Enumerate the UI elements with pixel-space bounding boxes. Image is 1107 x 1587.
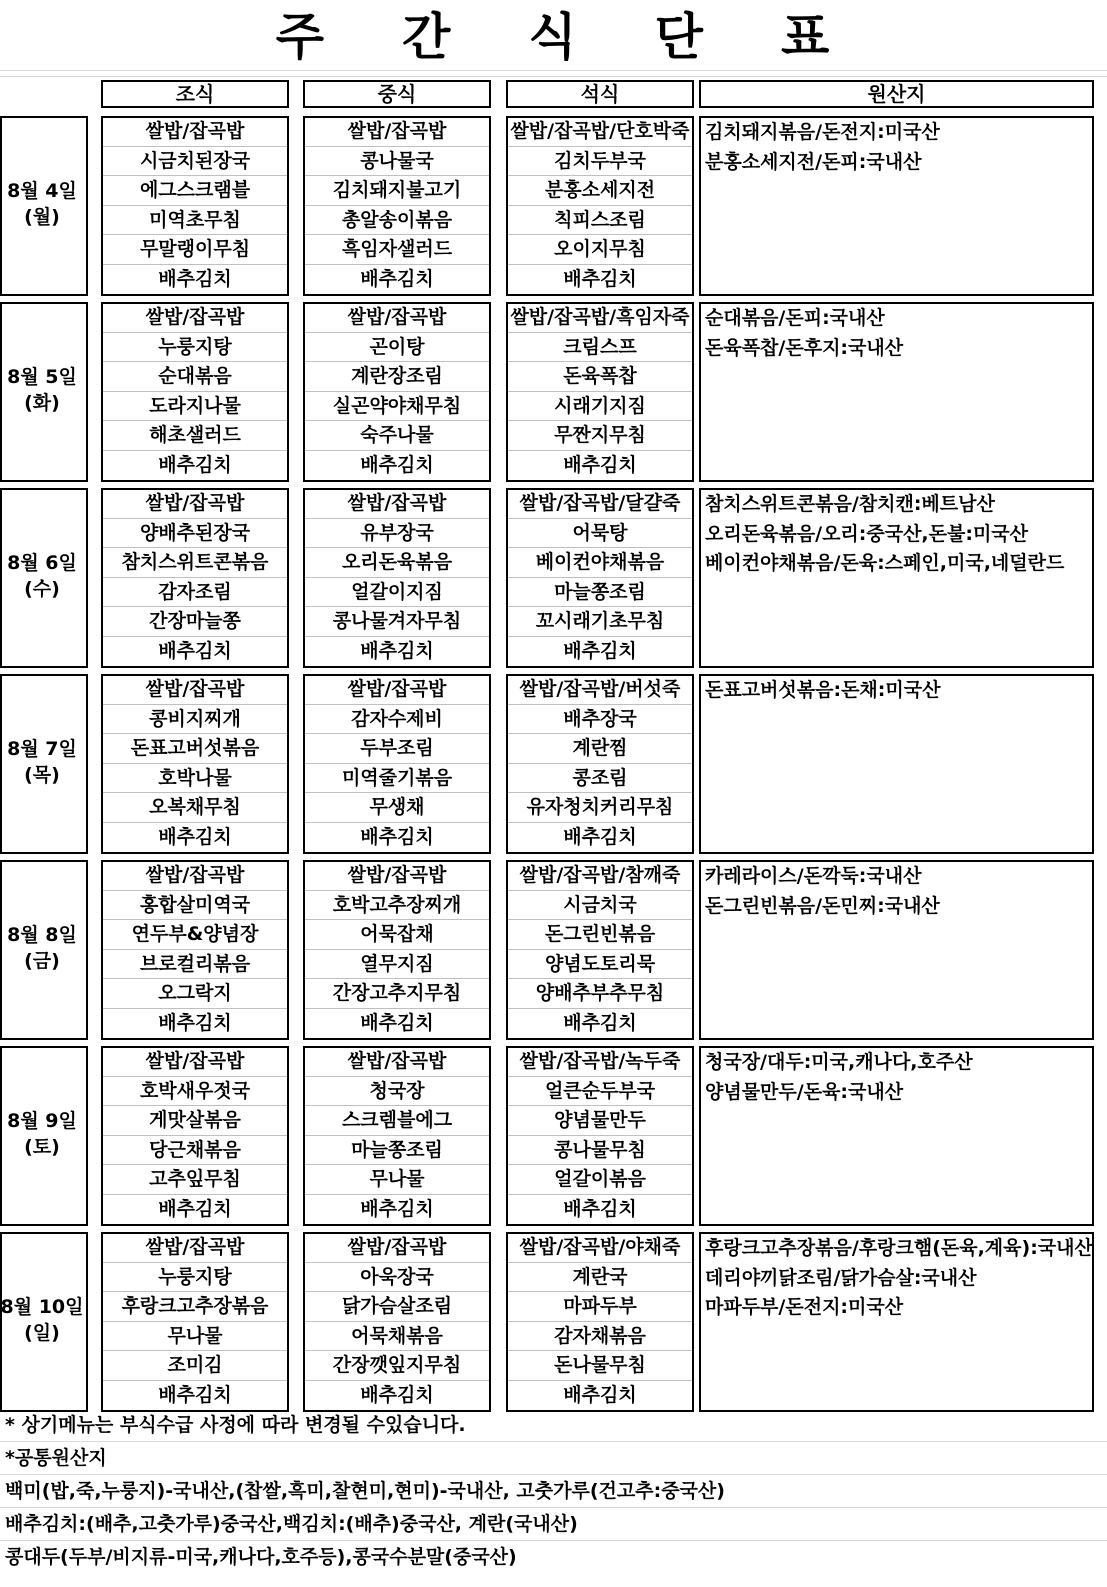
dinner-menu-item: 마늘쫑조림 [508,578,692,608]
lunch-menu-item: 흑임자샐러드 [305,235,489,265]
dinner-menu-item: 계란찜 [508,734,692,764]
dinner-menu-item: 김치두부국 [508,147,692,177]
breakfast-menu-item: 배추김치 [158,640,232,662]
dinner-menu-item: 쌀밥/잡곡밥/참깨죽 [508,861,692,891]
breakfast-menu-item: 쌀밥/잡곡밥 [103,861,287,891]
origin-entry: 양념물만두/돈육:국내산 [705,1080,904,1103]
breakfast-menu-item: 누룽지탕 [103,333,287,363]
lunch-menu-item: 감자수제비 [305,705,489,735]
day-date: 8월 4일 [7,180,77,202]
dinner-menu-item: 배추김치 [563,826,637,848]
lunch-menu-item: 두부조림 [305,734,489,764]
grid-line [0,1441,1107,1442]
origin-entry: 순대볶음/돈피:국내산 [705,307,885,329]
dinner-menu-item: 감자채볶음 [508,1322,692,1352]
dinner-menu-item: 양념물만두 [508,1106,692,1136]
lunch-menu-item: 어묵채볶음 [305,1322,489,1352]
dinner-menu-item: 쌀밥/잡곡밥/단호박죽 [508,117,692,147]
dinner-menu-item: 콩나물무침 [508,1136,692,1166]
grid-line [0,1507,1107,1508]
breakfast-menu-item: 간장마늘쫑 [103,607,287,637]
origin-entry: 돈표고버섯볶음:돈채:미국산 [705,679,941,701]
grid-line [0,1474,1107,1475]
dinner-menu-item: 얼큰순두부국 [508,1077,692,1107]
title-char: 단 [654,8,705,66]
origin-entry: 참치스위트콘볶음/참치캔:베트남산 [705,493,995,515]
lunch-menu-item: 숙주나물 [305,421,489,451]
breakfast-menu-item: 쌀밥/잡곡밥 [103,117,287,147]
dinner-menu-item: 배추김치 [563,1012,637,1034]
day-date: 8월 7일 [7,738,77,760]
breakfast-menu-item: 연두부&양념장 [103,920,287,950]
breakfast-menu-item: 배추김치 [158,454,232,476]
origin-entry: 김치돼지볶음/돈전지:미국산 [705,121,940,143]
breakfast-menu-item: 배추김치 [158,1012,232,1034]
breakfast-menu-item: 오복채무침 [103,793,287,823]
grid-line [0,76,1107,77]
breakfast-menu-item: 호박나물 [103,764,287,794]
day-date: 8월 6일 [7,552,77,574]
origin-entry: 데리야끼닭조림/닭가슴살:국내산 [705,1266,977,1289]
dinner-menu-item: 얼갈이볶음 [508,1165,692,1195]
note-line: *공통원산지 [5,1447,107,1469]
breakfast-menu-item: 배추김치 [158,1198,232,1220]
lunch-menu-item: 얼갈이지짐 [305,578,489,608]
header-origin: 원산지 [699,80,1094,108]
day-weekday: (목) [24,764,60,786]
dinner-menu-item: 돈육폭찹 [508,362,692,392]
header-dinner: 석식 [506,80,694,108]
breakfast-menu-item: 감자조림 [103,578,287,608]
dinner-menu-item: 시래기지짐 [508,392,692,422]
dinner-menu-item: 배추김치 [563,454,637,476]
lunch-menu-item: 콩나물국 [305,147,489,177]
breakfast-menu-item: 쌀밥/잡곡밥 [103,489,287,519]
lunch-menu-item: 무나물 [305,1165,489,1195]
grid-line [0,1540,1107,1541]
breakfast-menu-item: 참치스위트콘볶음 [103,548,287,578]
dinner-menu-item: 크림스프 [508,333,692,363]
lunch-menu-item: 쌀밥/잡곡밥 [305,675,489,705]
breakfast-menu-item: 시금치된장국 [103,147,287,177]
dinner-menu-item: 오이지무침 [508,235,692,265]
dinner-menu-item: 계란국 [508,1263,692,1293]
lunch-menu-item: 배추김치 [360,1384,434,1406]
lunch-menu-item: 배추김치 [360,1012,434,1034]
day-date: 8월 9일 [7,1110,77,1132]
dinner-menu-item: 양배추부추무침 [508,979,692,1009]
dinner-menu-item: 배추장국 [508,705,692,735]
note-line: 배추김치:(배추,고춧가루)중국산,백김치:(배추)중국산, 계란(국내산) [5,1513,578,1535]
lunch-menu-item: 쌀밥/잡곡밥 [305,303,489,333]
lunch-menu-item: 호박고추장찌개 [305,891,489,921]
breakfast-menu-item: 도라지나물 [103,392,287,422]
breakfast-menu-item: 쌀밥/잡곡밥 [103,1047,287,1077]
lunch-menu-item: 쌀밥/잡곡밥 [305,1233,489,1263]
dinner-menu-item: 콩조림 [508,764,692,794]
dinner-menu-item: 시금치국 [508,891,692,921]
origin-entry: 마파두부/돈전지:미국산 [705,1296,904,1319]
breakfast-menu-item: 호박새우젓국 [103,1077,287,1107]
day-date: 8월 5일 [7,366,77,388]
day-weekday: (일) [24,1322,60,1344]
dinner-menu-item: 칙피스조림 [508,206,692,236]
origin-entry: 돈그린빈볶음/돈민찌:국내산 [705,894,940,917]
day-weekday: (수) [24,578,60,600]
breakfast-menu-item: 돈표고버섯볶음 [103,734,287,764]
dinner-menu-item: 쌀밥/잡곡밥/흑임자죽 [508,303,692,333]
lunch-menu-item: 실곤약야채무침 [305,392,489,422]
note-line: 콩대두(두부/비지류-미국,캐나다,호주등),콩국수분말(중국산) [5,1546,517,1568]
origin-entry: 오리돈육볶음/오리:중국산,돈불:미국산 [705,522,1029,545]
dinner-menu-item: 마파두부 [508,1292,692,1322]
day-date: 8월 8일 [7,924,77,946]
lunch-menu-item: 미역줄기볶음 [305,764,489,794]
title-char: 주 [275,8,327,66]
lunch-menu-item: 배추김치 [360,1198,434,1220]
dinner-menu-item: 배추김치 [563,1198,637,1220]
dinner-menu-item: 분홍소세지전 [508,176,692,206]
breakfast-menu-item: 순대볶음 [103,362,287,392]
grid-line [0,70,1107,71]
breakfast-menu-item: 배추김치 [158,1384,232,1406]
lunch-menu-item: 마늘쫑조림 [305,1136,489,1166]
dinner-menu-item: 돈나물무침 [508,1351,692,1381]
lunch-menu-item: 어묵잡채 [305,920,489,950]
lunch-menu-item: 곤이탕 [305,333,489,363]
origin-entry: 돈육폭찹/돈후지:국내산 [705,336,904,359]
breakfast-menu-item: 당근채볶음 [103,1136,287,1166]
lunch-menu-item: 쌀밥/잡곡밥 [305,117,489,147]
lunch-menu-item: 김치돼지불고기 [305,176,489,206]
note-line: 백미(밥,죽,누룽지)-국내산,(찹쌀,흑미,찰현미,현미)-국내산, 고춧가루(건고추:중국산) [5,1480,725,1502]
breakfast-menu-item: 무말랭이무침 [103,235,287,265]
note-line: * 상기메뉴는 부식수급 사정에 따라 변경될 수있습니다. [5,1414,466,1436]
lunch-menu-item: 총알송이볶음 [305,206,489,236]
dinner-menu-item: 베이컨야채볶음 [508,548,692,578]
lunch-menu-item: 열무지짐 [305,950,489,980]
breakfast-menu-item: 홍합살미역국 [103,891,287,921]
lunch-menu-item: 콩나물겨자무침 [305,607,489,637]
lunch-menu-item: 배추김치 [360,826,434,848]
dinner-menu-item: 어묵탕 [508,519,692,549]
breakfast-menu-item: 무나물 [103,1322,287,1352]
lunch-menu-item: 스크렘블에그 [305,1106,489,1136]
lunch-menu-item: 배추김치 [360,454,434,476]
lunch-menu-item: 아욱장국 [305,1263,489,1293]
day-date: 8월 10일 [0,1296,84,1318]
lunch-menu-item: 배추김치 [360,640,434,662]
origin-entry: 후랑크고추장볶음/후랑크햄(돈육,계육):국내산 [705,1237,1093,1259]
origin-entry: 분홍소세지전/돈피:국내산 [705,150,922,173]
lunch-menu-item: 유부장국 [305,519,489,549]
dinner-menu-item: 쌀밥/잡곡밥/달걀죽 [508,489,692,519]
breakfast-menu-item: 브로컬리볶음 [103,950,287,980]
breakfast-menu-item: 해초샐러드 [103,421,287,451]
header-breakfast: 조식 [101,80,289,108]
breakfast-menu-item: 누룽지탕 [103,1263,287,1293]
lunch-menu-item: 오리돈육볶음 [305,548,489,578]
lunch-menu-item: 간장깻잎지무침 [305,1351,489,1381]
breakfast-menu-item: 양배추된장국 [103,519,287,549]
dinner-menu-item: 쌀밥/잡곡밥/야채죽 [508,1233,692,1263]
breakfast-menu-item: 에그스크램블 [103,176,287,206]
dinner-menu-item: 쌀밥/잡곡밥/버섯죽 [508,675,692,705]
lunch-menu-item: 쌀밥/잡곡밥 [305,489,489,519]
dinner-menu-item: 쌀밥/잡곡밥/녹두죽 [508,1047,692,1077]
origin-entry: 청국장/대두:미국,캐나다,호주산 [705,1051,973,1073]
day-weekday: (화) [24,392,60,414]
lunch-menu-item: 청국장 [305,1077,489,1107]
breakfast-menu-item: 조미김 [103,1351,287,1381]
dinner-menu-item: 배추김치 [563,1384,637,1406]
breakfast-menu-item: 미역초무침 [103,206,287,236]
title-char: 식 [528,8,579,66]
dinner-menu-item: 배추김치 [563,268,637,290]
breakfast-menu-item: 고추잎무침 [103,1165,287,1195]
dinner-menu-item: 배추김치 [563,640,637,662]
day-weekday: (월) [24,206,60,228]
lunch-menu-item: 닭가슴살조림 [305,1292,489,1322]
breakfast-menu-item: 후랑크고추장볶음 [103,1292,287,1322]
lunch-menu-item: 계란장조림 [305,362,489,392]
breakfast-menu-item: 쌀밥/잡곡밥 [103,675,287,705]
breakfast-menu-item: 오그락지 [103,979,287,1009]
lunch-menu-item: 무생채 [305,793,489,823]
day-weekday: (금) [24,950,60,972]
dinner-menu-item: 유자청치커리무침 [508,793,692,823]
dinner-menu-item: 양념도토리묵 [508,950,692,980]
lunch-menu-item: 쌀밥/잡곡밥 [305,861,489,891]
lunch-menu-item: 배추김치 [360,268,434,290]
origin-entry: 베이컨야채볶음/돈육:스페인,미국,네덜란드 [705,552,1065,575]
dinner-menu-item: 돈그린빈볶음 [508,920,692,950]
breakfast-menu-item: 쌀밥/잡곡밥 [103,303,287,333]
breakfast-menu-item: 게맛살볶음 [103,1106,287,1136]
dinner-menu-item: 꼬시래기초무침 [508,607,692,637]
breakfast-menu-item: 쌀밥/잡곡밥 [103,1233,287,1263]
breakfast-menu-item: 콩비지찌개 [103,705,287,735]
page-title [0,4,1107,70]
title-char: 표 [780,8,832,66]
day-weekday: (토) [24,1136,60,1158]
breakfast-menu-item: 배추김치 [158,826,232,848]
origin-entry: 카레라이스/돈깍둑:국내산 [705,865,922,887]
breakfast-menu-item: 배추김치 [158,268,232,290]
lunch-menu-item: 간장고추지무침 [305,979,489,1009]
dinner-menu-item: 무짠지무침 [508,421,692,451]
title-char: 간 [402,8,453,66]
header-lunch: 중식 [303,80,491,108]
lunch-menu-item: 쌀밥/잡곡밥 [305,1047,489,1077]
